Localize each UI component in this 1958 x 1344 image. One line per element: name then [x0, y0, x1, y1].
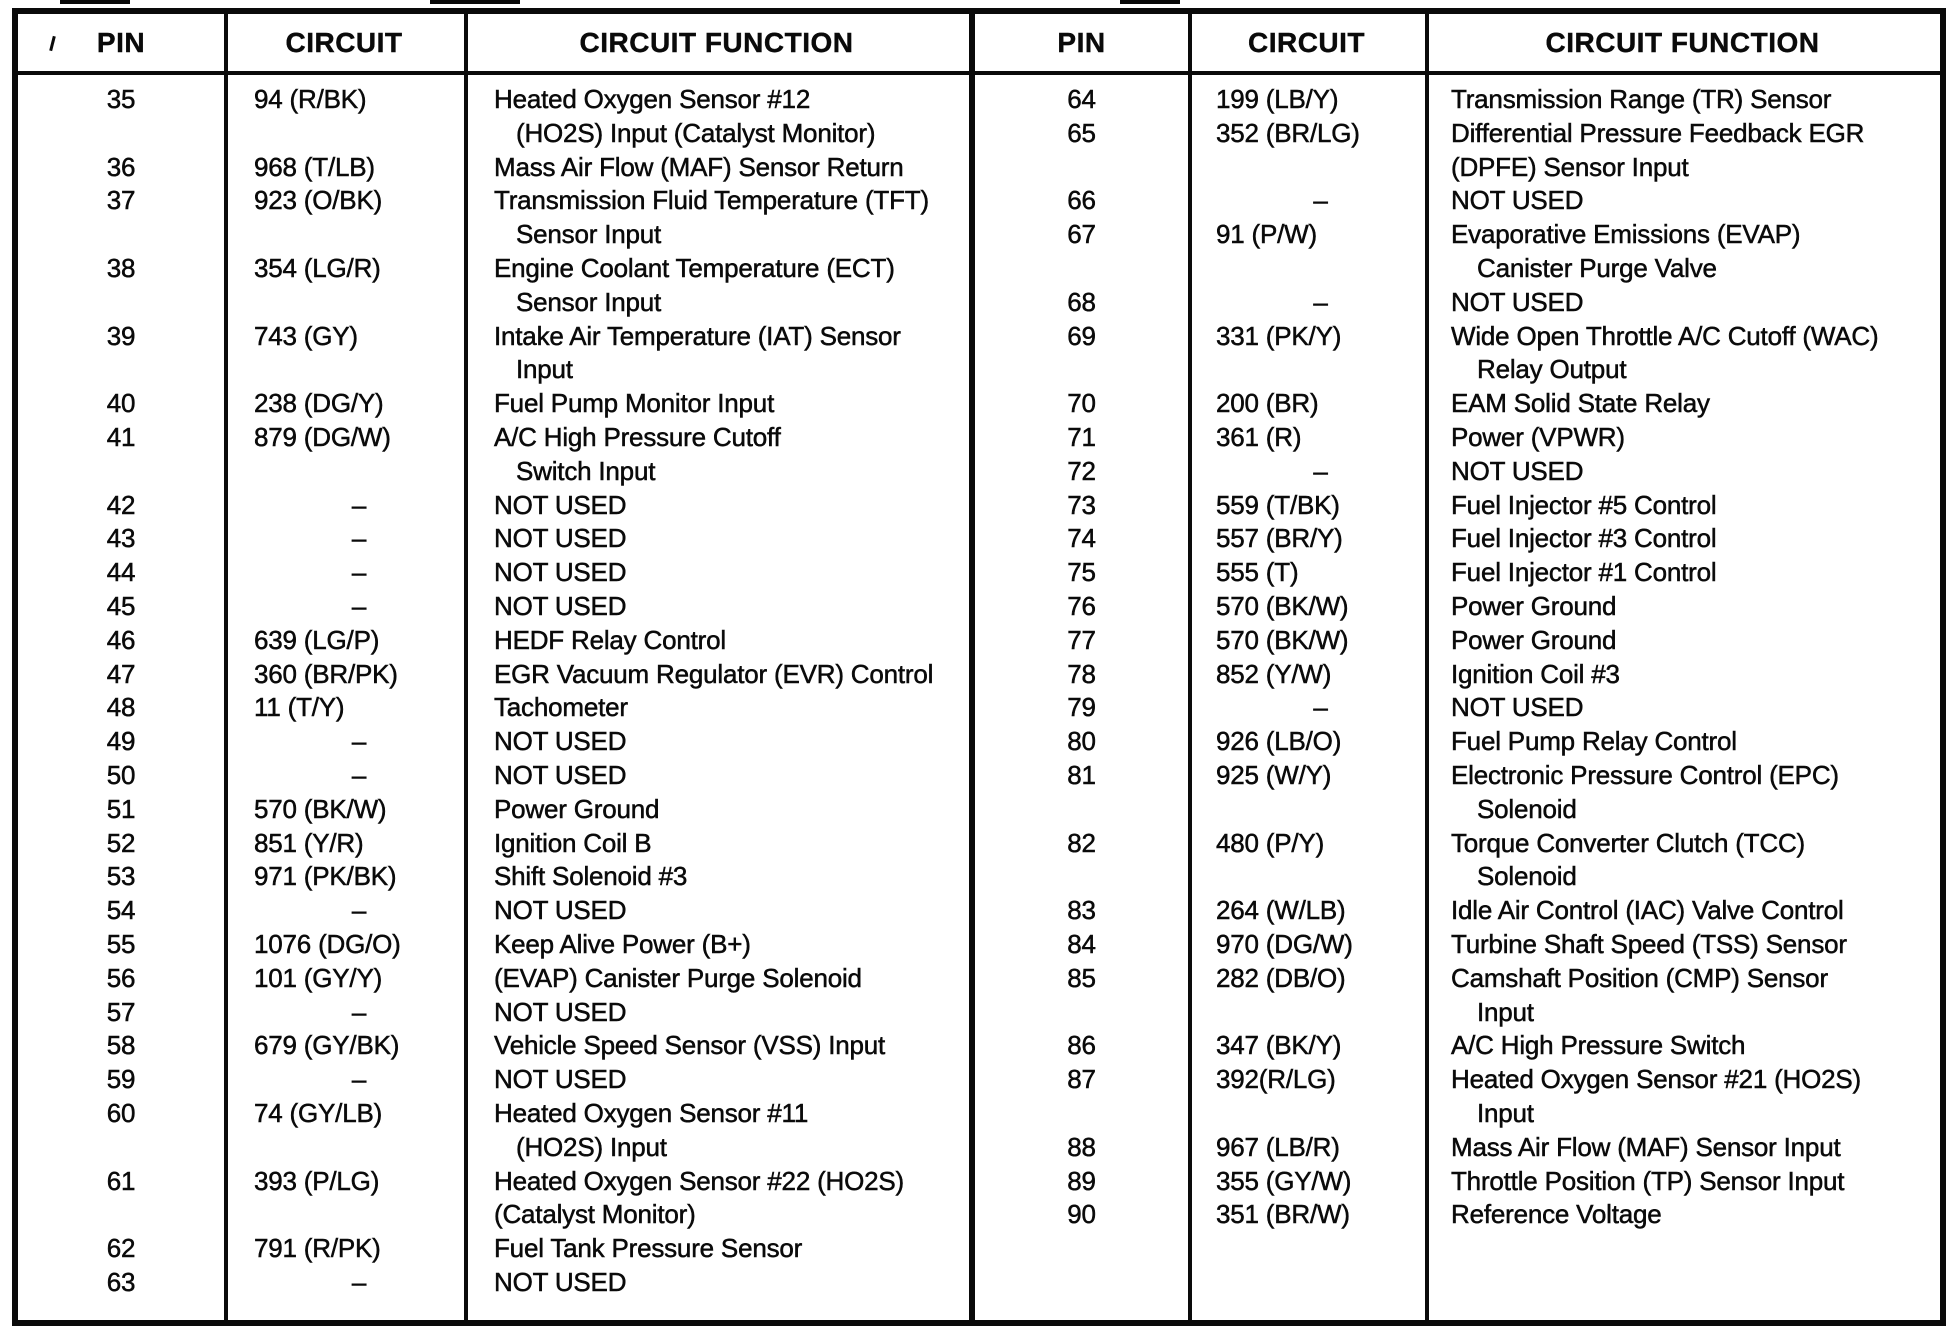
- table-row: [18, 1232, 969, 1266]
- table-row: [18, 489, 969, 523]
- pin-value: 56: [106, 962, 136, 993]
- circuit-value: –: [351, 996, 367, 1027]
- circuit-function-value: NOT USED: [494, 996, 627, 1027]
- pin-value: 54: [106, 895, 136, 926]
- table-row: [18, 691, 969, 725]
- pin-value: 42: [106, 489, 136, 520]
- circuit-value: 639 (LG/P): [254, 624, 380, 655]
- circuit-function-value: NOT USED: [1451, 185, 1584, 216]
- table-row: [18, 793, 969, 827]
- circuit-function-value: (DPFE) Sensor Input: [1451, 151, 1689, 182]
- table-row: [975, 928, 1940, 962]
- pin-value: 57: [106, 996, 136, 1027]
- circuit-function-value: NOT USED: [494, 895, 627, 926]
- circuit-value: –: [351, 1266, 367, 1297]
- table-row: [975, 320, 1940, 354]
- pin-value: 86: [1067, 1030, 1096, 1061]
- pin-value: 55: [106, 928, 136, 959]
- table-row: [975, 860, 1940, 894]
- table-header-row: [975, 14, 1940, 75]
- pin-value: 48: [106, 692, 136, 723]
- pin-value: 52: [106, 827, 136, 858]
- scan-smudge: [430, 0, 520, 4]
- table-row: [975, 1063, 1940, 1097]
- circuit-value: 879 (DG/W): [254, 421, 391, 452]
- table-row: [18, 387, 969, 421]
- table-row: [975, 725, 1940, 759]
- circuit-value: –: [351, 523, 367, 554]
- circuit-function-value: EAM Solid State Relay: [1451, 388, 1710, 419]
- circuit-value: 238 (DG/Y): [254, 388, 384, 419]
- table-row: [18, 1266, 969, 1300]
- pin-value: 88: [1067, 1131, 1096, 1162]
- circuit-function-value: Relay Output: [1477, 354, 1627, 385]
- pin-value: 79: [1067, 692, 1096, 723]
- circuit-function-value: (HO2S) Input: [516, 1131, 667, 1162]
- pin-value: 69: [1067, 320, 1096, 351]
- pin-value: 70: [1067, 388, 1096, 419]
- circuit-function-value: Input: [1477, 996, 1534, 1027]
- table-row: [18, 827, 969, 861]
- table-row: [18, 184, 969, 218]
- table-row: [975, 489, 1940, 523]
- circuit-function-value: NOT USED: [494, 489, 627, 520]
- circuit-value: –: [351, 726, 367, 757]
- circuit-function-value: Input: [1477, 1097, 1534, 1128]
- circuit-value: 351 (BR/W): [1216, 1199, 1350, 1230]
- table-row: [975, 455, 1940, 489]
- circuit-value: 282 (DB/O): [1216, 962, 1346, 993]
- circuit-value: 354 (LG/R): [254, 252, 381, 283]
- circuit-value: 851 (Y/R): [254, 827, 364, 858]
- circuit-value: 925 (W/Y): [1216, 759, 1332, 790]
- pin-value: 59: [106, 1064, 136, 1095]
- pin-value: 67: [1067, 219, 1096, 250]
- circuit-function-value: Keep Alive Power (B+): [494, 928, 751, 959]
- circuit-function-value: Shift Solenoid #3: [494, 861, 688, 892]
- pin-value: 82: [1067, 827, 1096, 858]
- pin-value: 49: [106, 726, 136, 757]
- pin-value: 77: [1067, 624, 1096, 655]
- circuit-function-value: Torque Converter Clutch (TCC): [1451, 827, 1805, 858]
- circuit-value: –: [351, 895, 367, 926]
- circuit-function-value: Turbine Shaft Speed (TSS) Sensor: [1451, 928, 1847, 959]
- circuit-value: 852 (Y/W): [1216, 658, 1332, 689]
- circuit-function-value: NOT USED: [494, 1266, 627, 1297]
- pin-value: 76: [1067, 590, 1096, 621]
- circuit-function-value: A/C High Pressure Switch: [1451, 1030, 1746, 1061]
- table-row: [975, 117, 1940, 151]
- pin-value: 81: [1067, 759, 1096, 790]
- circuit-function-value: NOT USED: [1451, 286, 1584, 317]
- circuit-function-value: Power (VPWR): [1451, 421, 1625, 452]
- table-row: [18, 725, 969, 759]
- table-row: [18, 894, 969, 928]
- table-row: [18, 556, 969, 590]
- left-table: [18, 14, 975, 1320]
- circuit-function-value: Canister Purge Valve: [1477, 252, 1717, 283]
- pin-value: 66: [1067, 185, 1096, 216]
- table-row: [975, 793, 1940, 827]
- pin-value: 83: [1067, 895, 1096, 926]
- pin-value: 46: [106, 624, 136, 655]
- circuit-function-value: Heated Oxygen Sensor #11: [494, 1097, 809, 1128]
- circuit-function-value: Engine Coolant Temperature (ECT): [494, 252, 895, 283]
- table-row: [975, 996, 1940, 1030]
- pin-value: 36: [106, 151, 136, 182]
- pin-value: 53: [106, 861, 136, 892]
- table-row: [18, 455, 969, 489]
- pin-value: 50: [106, 759, 136, 790]
- circuit-value: 570 (BK/W): [1216, 590, 1349, 621]
- circuit-value: –: [1313, 692, 1328, 723]
- table-row: [975, 184, 1940, 218]
- circuit-function-value: EGR Vacuum Regulator (EVR) Control: [494, 658, 934, 689]
- circuit-function-value: Camshaft Position (CMP) Sensor: [1451, 962, 1828, 993]
- pin-value: 43: [106, 523, 136, 554]
- table-row: [975, 1029, 1940, 1063]
- table-row: [18, 1165, 969, 1199]
- table-row: [975, 353, 1940, 387]
- table-row: [975, 252, 1940, 286]
- column-divider: [1425, 14, 1429, 1320]
- circuit-value: –: [1313, 455, 1328, 486]
- table-row: [18, 962, 969, 996]
- circuit-function-value: Fuel Injector #1 Control: [1451, 557, 1717, 588]
- circuit-function-value: Differential Pressure Feedback EGR: [1451, 117, 1865, 148]
- left-table-body: [18, 75, 969, 1300]
- pin-value: 44: [106, 557, 136, 588]
- table-row: [18, 320, 969, 354]
- circuit-function-value: Evaporative Emissions (EVAP): [1451, 219, 1801, 250]
- pin-value: 80: [1067, 726, 1096, 757]
- pin-value: 38: [106, 252, 136, 283]
- table-row: [18, 353, 969, 387]
- table-row: [18, 1029, 969, 1063]
- circuit-value: 1076 (DG/O): [254, 928, 401, 959]
- pin-value: 39: [106, 320, 136, 351]
- table-row: [18, 83, 969, 117]
- table-row: [975, 1131, 1940, 1165]
- circuit-function-value: (EVAP) Canister Purge Solenoid: [494, 962, 862, 993]
- circuit-value: 926 (LB/O): [1216, 726, 1342, 757]
- table-row: [975, 894, 1940, 928]
- pin-value: 61: [106, 1165, 136, 1196]
- circuit-value: –: [351, 557, 367, 588]
- table-row: [18, 860, 969, 894]
- pin-value: 75: [1067, 557, 1096, 588]
- table-frame: [12, 8, 1946, 1326]
- circuit-value: 101 (GY/Y): [254, 962, 383, 993]
- table-row: [975, 962, 1940, 996]
- circuit-function-value: Transmission Range (TR) Sensor: [1451, 84, 1832, 114]
- circuit-value: 360 (BR/PK): [254, 658, 398, 689]
- circuit-function-value: A/C High Pressure Cutoff: [494, 421, 781, 452]
- circuit-function-value: (Catalyst Monitor): [494, 1199, 696, 1230]
- circuit-value: 361 (R): [1216, 421, 1302, 452]
- table-row: [975, 1097, 1940, 1131]
- column-divider: [1188, 14, 1192, 1320]
- circuit-value: 347 (BK/Y): [1216, 1030, 1342, 1061]
- pin-value: 68: [1067, 286, 1096, 317]
- circuit-value: 74 (GY/LB): [254, 1097, 383, 1128]
- pin-value: 89: [1067, 1165, 1096, 1196]
- table-row: [975, 658, 1940, 692]
- circuit-value: 480 (P/Y): [1216, 827, 1325, 858]
- pin-value: 63: [106, 1266, 136, 1297]
- table-row: [975, 421, 1940, 455]
- table-row: [18, 151, 969, 185]
- circuit-value: 392(R/LG): [1216, 1064, 1336, 1095]
- circuit-value: –: [351, 1064, 367, 1095]
- table-row: [975, 218, 1940, 252]
- column-divider: [224, 14, 228, 1320]
- circuit-function-value: Ignition Coil #3: [1451, 658, 1620, 689]
- circuit-value: 91 (P/W): [1216, 219, 1317, 250]
- pin-value: 85: [1067, 962, 1096, 993]
- pin-column-header: PIN: [96, 26, 146, 58]
- circuit-value: 393 (P/LG): [254, 1165, 380, 1196]
- circuit-value: 94 (R/BK): [254, 84, 367, 114]
- table-row: [18, 421, 969, 455]
- table-row: [975, 286, 1940, 320]
- circuit-function-value: Power Ground: [1451, 590, 1617, 621]
- circuit-function-value: Sensor Input: [516, 286, 662, 317]
- table-row: [975, 1165, 1940, 1199]
- circuit-value: 570 (BK/W): [254, 793, 387, 824]
- table-header-row: [18, 14, 969, 75]
- pin-value: 62: [106, 1233, 136, 1264]
- table-row: [18, 996, 969, 1030]
- circuit-value: 970 (DG/W): [1216, 928, 1353, 959]
- table-row: [18, 286, 969, 320]
- table-row: [975, 556, 1940, 590]
- pin-column-header: PIN: [1057, 26, 1106, 58]
- pin-value: 74: [1067, 523, 1096, 554]
- circuit-function-value: Heated Oxygen Sensor #21 (HO2S): [1451, 1064, 1862, 1095]
- circuit-value: 743 (GY): [254, 320, 358, 351]
- circuit-function-value: Electronic Pressure Control (EPC): [1451, 759, 1839, 790]
- table-row: [975, 691, 1940, 725]
- circuit-function-value: NOT USED: [494, 759, 627, 790]
- circuit-value: 264 (W/LB): [1216, 895, 1346, 926]
- table-row: [18, 252, 969, 286]
- circuit-column-header: CIRCUIT: [1247, 26, 1366, 58]
- table-row: [975, 827, 1940, 861]
- table-row: [18, 218, 969, 252]
- table-row: [975, 387, 1940, 421]
- pin-value: 51: [106, 793, 136, 824]
- pin-value: 73: [1067, 489, 1096, 520]
- circuit-function-value: Intake Air Temperature (IAT) Sensor: [494, 320, 901, 351]
- circuit-function-value: HEDF Relay Control: [494, 624, 726, 655]
- circuit-value: 331 (PK/Y): [1216, 320, 1342, 351]
- pin-value: 60: [106, 1097, 136, 1128]
- circuit-value: 971 (PK/BK): [254, 861, 397, 892]
- circuit-function-value: NOT USED: [1451, 692, 1584, 723]
- circuit-value: 679 (GY/BK): [254, 1030, 400, 1061]
- pin-value: 40: [106, 388, 136, 419]
- right-table-body: [975, 75, 1940, 1232]
- pin-value: 78: [1067, 658, 1096, 689]
- table-row: [18, 928, 969, 962]
- circuit-column-header: CIRCUIT: [285, 26, 403, 58]
- circuit-function-value: NOT USED: [494, 590, 627, 621]
- pin-value: 87: [1067, 1064, 1096, 1095]
- circuit-value: 355 (GY/W): [1216, 1165, 1352, 1196]
- circuit-function-value: Solenoid: [1477, 861, 1577, 892]
- circuit-value: 570 (BK/W): [1216, 624, 1349, 655]
- pin-value: 47: [106, 658, 136, 689]
- circuit-function-value: Mass Air Flow (MAF) Sensor Return: [494, 151, 904, 182]
- circuit-function-value: NOT USED: [494, 523, 627, 554]
- table-row: [18, 1131, 969, 1165]
- table-row: [18, 624, 969, 658]
- pin-value: 41: [106, 421, 136, 452]
- table-row: [18, 1097, 969, 1131]
- table-row: [18, 1063, 969, 1097]
- pin-value: 35: [106, 84, 136, 114]
- circuit-value: 968 (T/LB): [254, 151, 375, 182]
- circuit-function-value: Transmission Fluid Temperature (TFT): [494, 185, 929, 216]
- circuit-function-value: Power Ground: [494, 793, 660, 824]
- circuit-function-value: Throttle Position (TP) Sensor Input: [1451, 1165, 1845, 1196]
- right-table: [975, 14, 1940, 1320]
- table-row: [975, 522, 1940, 556]
- scan-smudge: [60, 0, 130, 4]
- circuit-function-value: Vehicle Speed Sensor (VSS) Input: [494, 1030, 886, 1061]
- circuit-function-value: NOT USED: [494, 1064, 627, 1095]
- table-row: [18, 590, 969, 624]
- column-divider: [464, 14, 468, 1320]
- circuit-function-value: Wide Open Throttle A/C Cutoff (WAC): [1451, 320, 1879, 351]
- circuit-function-value: (HO2S) Input (Catalyst Monitor): [516, 117, 876, 148]
- circuit-value: 200 (BR): [1216, 388, 1319, 419]
- circuit-function-value: Idle Air Control (IAC) Valve Control: [1451, 895, 1844, 926]
- circuit-function-value: Sensor Input: [516, 219, 662, 250]
- circuit-function-value: Mass Air Flow (MAF) Sensor Input: [1451, 1131, 1841, 1162]
- circuit-function-value: Solenoid: [1477, 793, 1577, 824]
- table-row: [975, 151, 1940, 185]
- circuit-value: 352 (BR/LG): [1216, 117, 1360, 148]
- circuit-value: –: [351, 489, 367, 520]
- pin-value: 37: [106, 185, 136, 216]
- table-row: [975, 1198, 1940, 1232]
- table-row: [975, 624, 1940, 658]
- circuit-value: 791 (R/PK): [254, 1233, 381, 1264]
- circuit-function-value: Fuel Injector #3 Control: [1451, 523, 1717, 554]
- circuit-value: 557 (BR/Y): [1216, 523, 1343, 554]
- circuit-function-value: Fuel Pump Relay Control: [1451, 726, 1737, 757]
- function-column-header: CIRCUIT FUNCTION: [1545, 26, 1820, 58]
- pin-value: 45: [106, 590, 136, 621]
- table-row: [975, 83, 1940, 117]
- circuit-function-value: Power Ground: [1451, 624, 1617, 655]
- circuit-function-value: Tachometer: [494, 692, 628, 723]
- circuit-function-value: Switch Input: [516, 455, 656, 486]
- circuit-function-value: NOT USED: [494, 726, 627, 757]
- circuit-value: 559 (T/BK): [1216, 489, 1340, 520]
- pin-value: 90: [1067, 1199, 1096, 1230]
- circuit-value: 199 (LB/Y): [1216, 84, 1339, 114]
- circuit-function-value: NOT USED: [494, 557, 627, 588]
- circuit-value: –: [1313, 286, 1328, 317]
- circuit-function-value: Reference Voltage: [1451, 1199, 1662, 1230]
- table-row: [18, 117, 969, 151]
- circuit-value: 923 (O/BK): [254, 185, 383, 216]
- circuit-function-value: Input: [516, 354, 573, 385]
- table-row: [18, 1198, 969, 1232]
- circuit-function-value: Fuel Injector #5 Control: [1451, 489, 1717, 520]
- function-column-header: CIRCUIT FUNCTION: [579, 26, 854, 58]
- scan-smudge: [1120, 0, 1180, 4]
- circuit-value: –: [1313, 185, 1328, 216]
- pin-value: 65: [1067, 117, 1096, 148]
- circuit-function-value: Fuel Tank Pressure Sensor: [494, 1233, 803, 1264]
- circuit-function-value: Heated Oxygen Sensor #22 (HO2S): [494, 1165, 905, 1196]
- circuit-function-value: Heated Oxygen Sensor #12: [494, 84, 811, 114]
- table-row: [18, 759, 969, 793]
- table-row: [975, 590, 1940, 624]
- pin-value: 64: [1067, 84, 1096, 114]
- table-row: [975, 759, 1940, 793]
- circuit-function-value: Ignition Coil B: [494, 827, 652, 858]
- circuit-value: 555 (T): [1216, 557, 1299, 588]
- circuit-function-value: NOT USED: [1451, 455, 1584, 486]
- pin-value: 72: [1067, 455, 1096, 486]
- pin-value: 58: [106, 1030, 136, 1061]
- pin-value: 84: [1067, 928, 1096, 959]
- circuit-value: 967 (LB/R): [1216, 1131, 1340, 1162]
- circuit-value: 11 (T/Y): [254, 692, 345, 723]
- circuit-value: –: [351, 590, 367, 621]
- table-row: [18, 522, 969, 556]
- circuit-function-value: Fuel Pump Monitor Input: [494, 388, 775, 419]
- circuit-value: –: [351, 759, 367, 790]
- pin-value: 71: [1067, 421, 1096, 452]
- table-row: [18, 658, 969, 692]
